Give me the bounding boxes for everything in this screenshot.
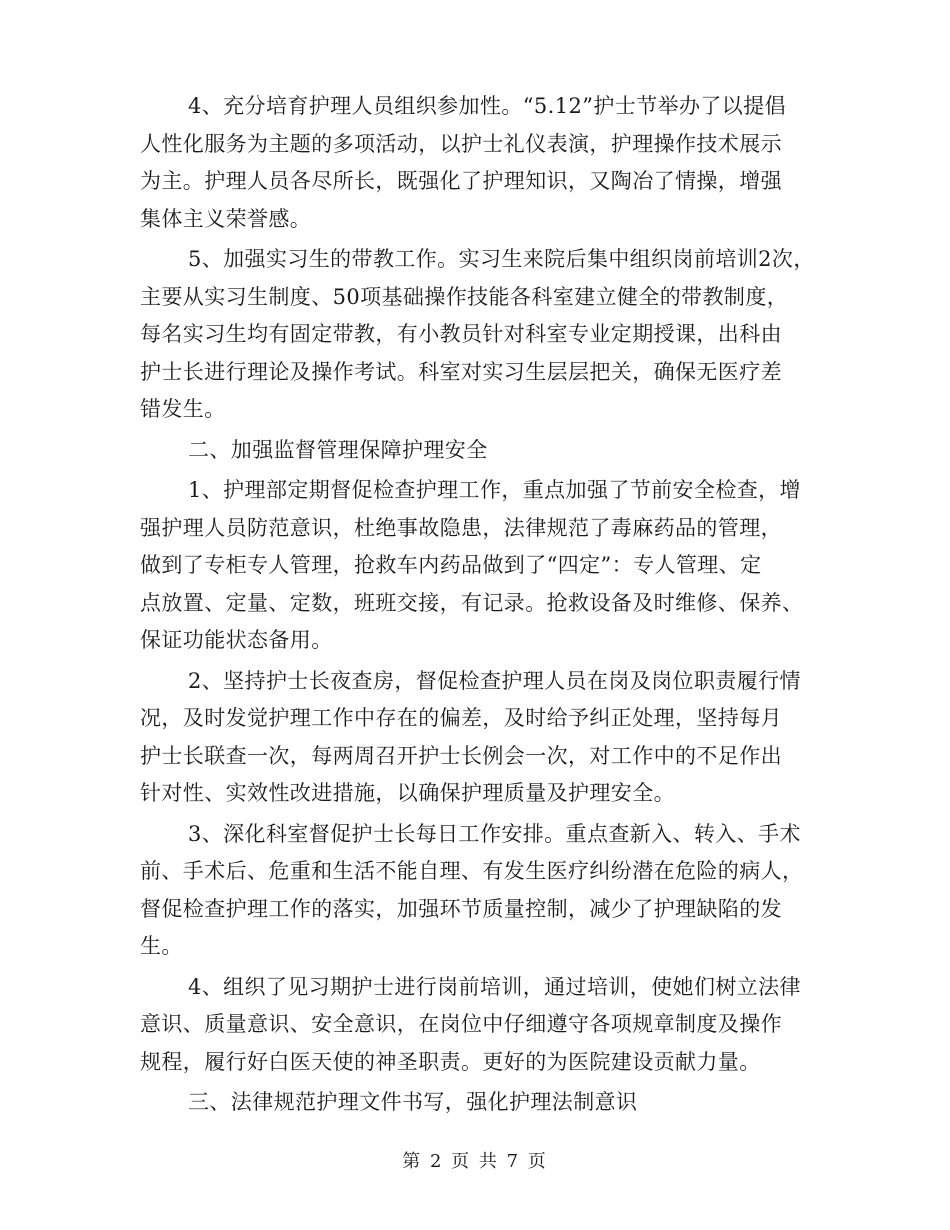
text-line: 每名实习生均有固定带教，有小教员针对科室专业定期授课，出科由 xyxy=(140,322,782,346)
text-line: 点放置、定量、定数，班班交接，有记录。抢救设备及时维修、保养、 xyxy=(140,590,804,615)
text-line: 护士长联查一次，每两周召开护士长例会一次，对工作中的不足作出 xyxy=(140,743,782,768)
text-line: 督促检查护理工作的落实，加强环节质量控制，减少了护理缺陷的发 xyxy=(140,896,782,921)
paragraph-night-rounds xyxy=(140,663,820,813)
paragraph-safety-inspection xyxy=(140,472,820,660)
paragraph-nursing-day-activities xyxy=(140,88,820,238)
text-line: 前、手术后、危重和生活不能自理、有发生医疗纠纷潜在危险的病人， xyxy=(140,859,804,883)
text-line: 主要从实习生制度、50项基础操作技能各科室建立健全的带教制度， xyxy=(140,284,789,309)
text-line: 为主。护理人员各尽所长，既强化了护理知识，又陶冶了情操，增强 xyxy=(140,169,782,193)
section-heading-text: 三、法律规范护理文件书写，强化护理法制意识 xyxy=(188,1090,638,1114)
section-heading-two xyxy=(140,432,820,470)
text-line: 2、坚持护士长夜查房，督促检查护理人员在岗及岗位职责履行情 xyxy=(188,668,801,693)
text-line: 意识、质量意识、安全意识，在岗位中仔细遵守各项规章制度及操作 xyxy=(140,1012,782,1036)
paragraph-daily-work-arrangement xyxy=(140,816,820,966)
section-heading-three xyxy=(140,1084,820,1122)
text-line: 4、充分培育护理人员组织参加性。“5.12”护士节举办了以提倡 xyxy=(188,94,786,118)
paragraph-trainee-training xyxy=(140,969,820,1082)
text-line: 生。 xyxy=(140,934,183,958)
text-line: 集体主义荣誉感。 xyxy=(140,206,312,231)
text-line: 保证功能状态备用。 xyxy=(140,628,333,652)
text-line: 人性化服务为主题的多项活动，以护士礼仪表演，护理操作技术展示 xyxy=(140,131,782,156)
text-line: 4、组织了见习期护士进行岗前培训，通过培训，使她们树立法律 xyxy=(188,974,801,999)
page-number-footer: 第 2 页 共 7 页 xyxy=(402,1151,548,1172)
paragraph-intern-teaching xyxy=(140,241,820,429)
text-line: 强护理人员防范意识，杜绝事故隐患，法律规范了毒麻药品的管理， xyxy=(140,515,782,540)
text-line: 况，及时发觉护理工作中存在的偏差，及时给予纠正处理，坚持每月 xyxy=(140,706,782,730)
text-line: 错发生。 xyxy=(140,397,226,421)
text-line: 做到了专柜专人管理，抢救车内药品做到了“四定”：专人管理、定 xyxy=(140,553,762,577)
text-line: 1、护理部定期督促检查护理工作，重点加强了节前安全检查，增 xyxy=(188,478,801,502)
section-heading-text: 二、加强监督管理保障护理安全 xyxy=(188,437,488,462)
text-line: 3、深化科室督促护士长每日工作安排。重点查新入、转入、手术 xyxy=(188,821,801,846)
text-line: 规程，履行好白医天使的神圣职责。更好的为医院建设贡献力量。 xyxy=(140,1049,761,1074)
text-line: 5、加强实习生的带教工作。实习生来院后集中组织岗前培训2次， xyxy=(188,247,815,271)
text-line: 护士长进行理论及操作考试。科室对实习生层层把关，确保无医疗差 xyxy=(140,359,782,384)
text-line: 针对性、实效性改进措施，以确保护理质量及护理安全。 xyxy=(140,781,675,805)
document-body xyxy=(140,88,820,1125)
